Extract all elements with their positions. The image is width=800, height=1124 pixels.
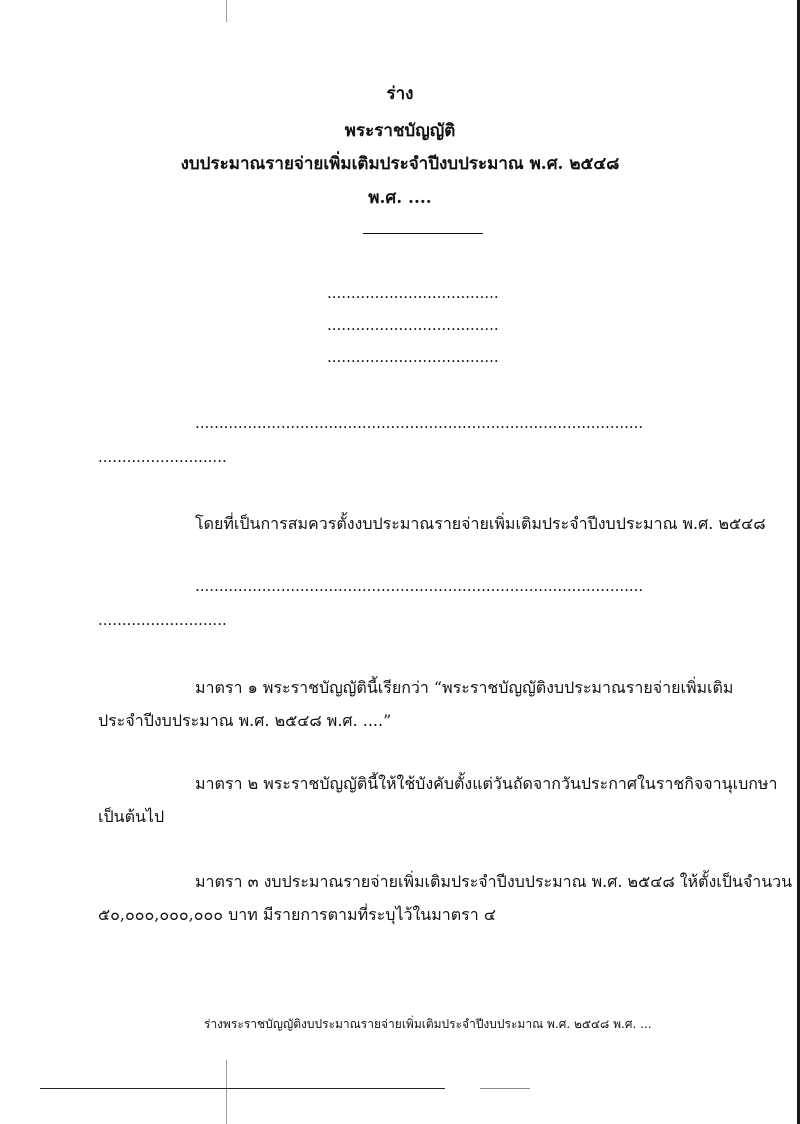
act-title: งบประมาณรายจ่ายเพิ่มเติมประจำปีงบประมาณ พ.ศ. ๒๕๔๘ [180, 154, 620, 174]
section-2-line-1: มาตรา ๒ พระราชบัญญัตินี้ให้ใช้บังคับตั้งแต่วันถัดจากวันประกาศในราชกิจจานุเบกษา [195, 774, 778, 793]
whereas-dots-long: .............................................................................................. [195, 577, 644, 595]
section-2-line-2: เป็นต้นไป [98, 807, 165, 826]
section-3-line-2: ๕๐,๐๐๐,๐๐๐,๐๐๐ บาท มีรายการตามที่ระบุไว้ในมาตรา ๔ [98, 905, 496, 924]
footer-rule-fragment [480, 1088, 530, 1089]
footer-rule [40, 1088, 445, 1089]
title-divider [363, 233, 483, 234]
footer-text: ร่างพระราชบัญญัติงบประมาณรายจ่ายเพิ่มเติมประจำปีงบประมาณ พ.ศ. ๒๕๔๘ พ.ศ. ... [204, 1017, 652, 1031]
preamble-dots-short: ........................... [98, 448, 227, 466]
whereas-dots-short: ........................... [98, 611, 227, 629]
signature-dots-1: .................................... [327, 284, 499, 302]
section-1-line-1: มาตรา ๑ พระราชบัญญัตินี้เรียกว่า “พระราชบัญญัติงบประมาณรายจ่ายเพิ่มเติม [195, 678, 734, 697]
section-1-line-2: ประจำปีงบประมาณ พ.ศ. ๒๕๔๘ พ.ศ. ....” [98, 711, 392, 730]
scan-artifact-top [226, 0, 227, 22]
signature-dots-3: .................................... [327, 348, 499, 366]
act-label: พระราชบัญญัติ [344, 121, 456, 141]
whereas-text: โดยที่เป็นการสมควรตั้งงบประมาณรายจ่ายเพิ่มเติมประจำปีงบประมาณ พ.ศ. ๒๕๔๘ [195, 514, 766, 533]
draft-label: ร่าง [386, 84, 414, 104]
section-3-line-1: มาตรา ๓ งบประมาณรายจ่ายเพิ่มเติมประจำปีงบประมาณ พ.ศ. ๒๕๔๘ ให้ตั้งเป็นจำนวน [195, 872, 793, 891]
year-line: พ.ศ. .... [368, 188, 432, 208]
scan-artifact-bottom [226, 1060, 227, 1124]
preamble-dots-long: .............................................................................................. [195, 414, 644, 432]
signature-dots-2: .................................... [327, 316, 499, 334]
